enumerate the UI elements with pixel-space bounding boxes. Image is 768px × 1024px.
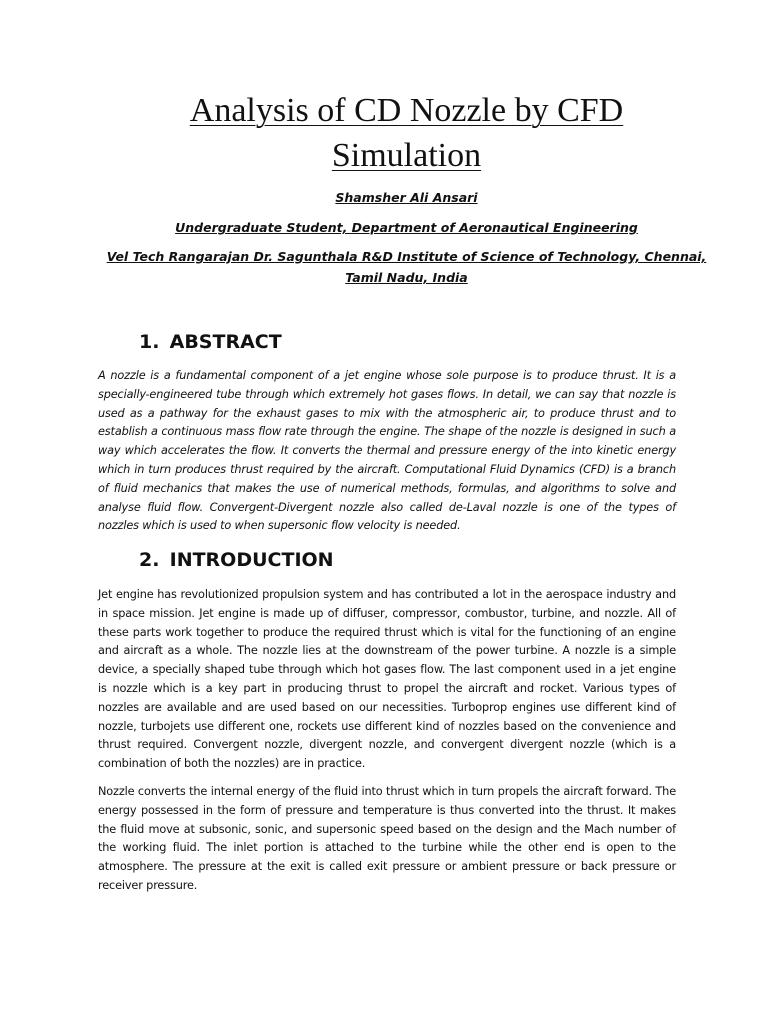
section-number: 1. (139, 331, 160, 353)
abstract-paragraph: A nozzle is a fundamental component of a jet engine whose sole purpose is to produce thrust. It is a specially-engineered tube through which extremely hot gases flows. In detail, we can say that nozzle is used as a pathway for the exhaust gases to mix with the atmospheric air, to produce thrust and to establish a continuous mass flow rate through the engine. The shape of the nozzle is designed in such a way which accelerates the flow. It converts the thermal and pressure energy of the into kinetic energy which in turn produces thrust required by the aircraft. Computational Fluid Dynamics (CFD) is a branch of fluid mechanics that makes the use of numerical methods, formulas, and algorithms to solve and analyse fluid flow. Convergent-Divergent nozzle also called de-Laval nozzle is one of the types of nozzles which is used to when supersonic flow velocity is needed. (98, 369, 676, 533)
section-heading-introduction (139, 548, 334, 572)
section-number: 2. (139, 549, 160, 571)
paper-title-text: Analysis of CD Nozzle by CFD Simulation (189, 92, 624, 174)
author-institution: Vel Tech Rangarajan Dr. Sagunthala R&D Institute of Science of Technology, Chennai, Tamil Nadu, India (106, 249, 707, 285)
author-name: Shamsher Ali Ansari (335, 190, 478, 205)
section-heading-abstract (139, 330, 282, 354)
paper-title (120, 88, 693, 178)
introduction-paragraph-2: Nozzle converts the internal energy of the fluid into thrust which in turn propels the aircraft forward. The energy possessed in the form of pressure and temperature is thus converted into the thrust. It makes the fluid move at subsonic, sonic, and supersonic speed based on the design and the Mach number of the working fluid. The inlet portion is attached to the turbine while the other end is open to the atmosphere. The pressure at the exit is called exit pressure or ambient pressure or back pressure or receiver pressure. (98, 785, 676, 892)
author-affiliation: Undergraduate Student, Department of Aeronautical Engineering (175, 220, 638, 235)
introduction-paragraph-1: Jet engine has revolutionized propulsion system and has contributed a lot in the aerospace industry and in space mission. Jet engine is made up of diffuser, compressor, combustor, turbine, and nozzle. All of these parts work together to produce the required thrust which is vital for the functioning of an engine and aircraft as a whole. The nozzle lies at the downstream of the power turbine. A nozzle is a simple device, a specially shaped tube through which hot gases flow. The last component used in a jet engine is nozzle which is a key part in producing thrust to propel the aircraft and rocket. Various types of nozzles are available and are used based on our necessities. Turboprop engines use different kind of nozzle, turbojets use different one, rockets use different kind of nozzles based on the convenience and thrust required. Convergent nozzle, divergent nozzle, and convergent divergent nozzle (which is a combination of both the nozzles) are in practice. (98, 588, 676, 771)
section-title: ABSTRACT (169, 331, 282, 353)
section-title: INTRODUCTION (169, 549, 334, 571)
